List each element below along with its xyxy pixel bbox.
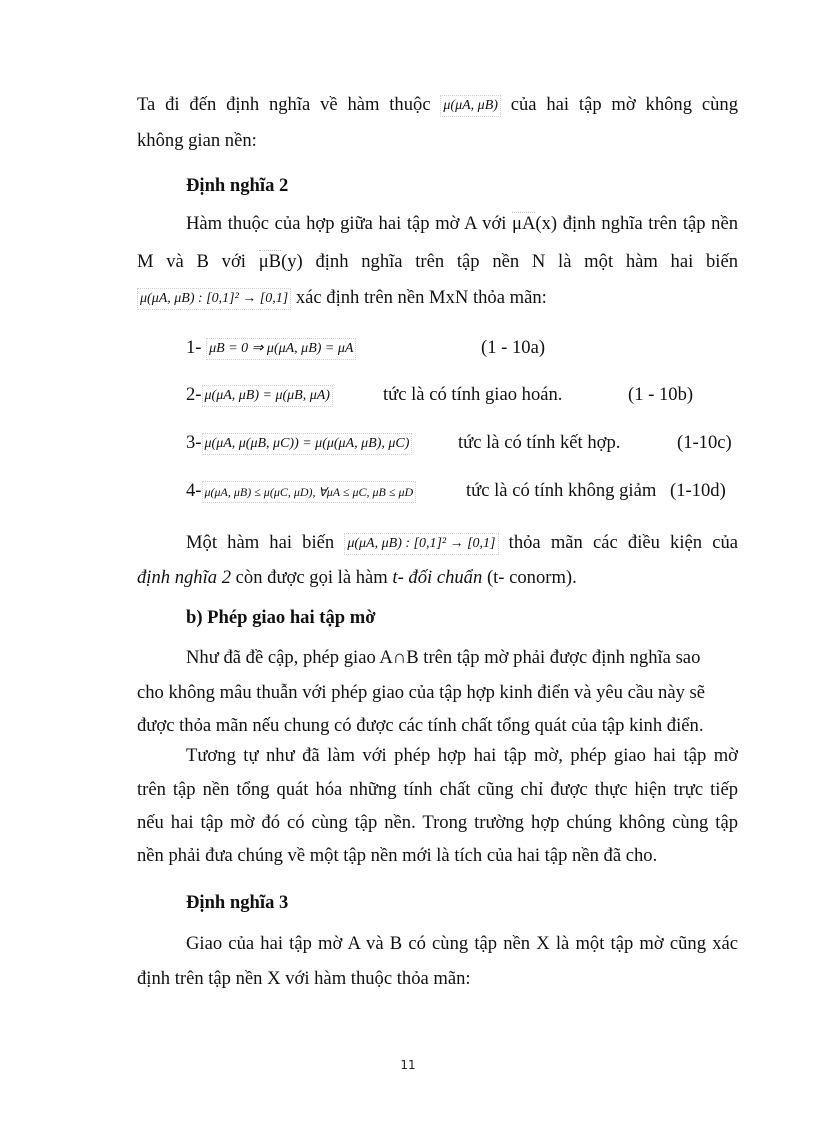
page-number: 11 (400, 1058, 416, 1072)
mu-a-symbol: μA (512, 213, 536, 234)
section-b-para1-line-2: cho không mâu thuẫn với phép giao của tập hợp kinh điển và yêu cầu này sẽ (137, 682, 706, 703)
def2-line-2: M và B với μB(y) định nghĩa trên tập nền N là một hàm hai biến (137, 251, 739, 272)
condition-4-formula: μ(μA, μB) ≤ μ(μC, μD), ∀μA ≤ μC, μB ≤ μD (202, 481, 417, 503)
equation-tag: (1 - 10b) (628, 384, 694, 405)
condition-2: 2- μ(μA, μB) = μ(μB, μA) tức là có tính giao hoán. (1 - 10b) (186, 382, 738, 408)
condition-3-formula: μ(μA, μ(μB, μC)) = μ(μ(μA, μB), μC) (202, 433, 413, 455)
section-b-para1-line-1: Như đã đề cập, phép giao A∩B trên tập mờ phải được định nghĩa sao (186, 647, 701, 668)
equation-tag: (1-10c) (677, 432, 732, 453)
condition-1-formula: μB = 0 ⇒ μ(μA, μB) = μA (206, 338, 356, 360)
condition-1: 1- μB = 0 ⇒ μ(μA, μB) = μA (1 - 10a) (186, 335, 738, 361)
section-b-heading: b) Phép giao hai tập mờ (186, 607, 376, 628)
intro-line-1: Ta đi đến định nghĩa về hàm thuộc μ(μA, μB) của hai tập mờ không cùng (137, 94, 738, 115)
summary-line-2: định nghĩa 2 còn được gọi là hàm t- đối chuẩn (t- conorm). (137, 567, 577, 588)
definition-3-heading: Định nghĩa 3 (186, 892, 289, 913)
section-b-para2-line-4: nền phải đưa chúng về một tập nền mới là tích của hai tập nền đã cho. (137, 845, 658, 866)
equation-tag: (1 - 10a) (481, 337, 546, 358)
def3-line-1: Giao của hai tập mờ A và B có cùng tập nền X là một tập mờ cũng xác (186, 933, 738, 954)
summary-line-1: Một hàm hai biến μ(μA, μB) : [0,1]² → [0,1] thỏa mãn các điều kiện của (186, 532, 739, 553)
formula-mapping: μ(μA, μB) : [0,1]² → [0,1] (137, 288, 291, 310)
def2-line-1: Hàm thuộc của hợp giữa hai tập mờ A với μA(x) định nghĩa trên tập nền (186, 213, 738, 234)
section-b-para2-line-2: trên tập nền tổng quát hóa những tính chất cũng chỉ được thực hiện trực tiếp (137, 779, 738, 800)
equation-tag: (1-10d) (670, 480, 726, 501)
definition-2-heading: Định nghĩa 2 (186, 175, 289, 196)
section-b-para2-line-3: nếu hai tập mờ đó có cùng tập nền. Trong trường hợp chúng không cùng tập (137, 812, 738, 833)
def3-line-2: định trên tập nền X với hàm thuộc thỏa mãn: (137, 968, 471, 989)
section-b-para1-line-3: được thỏa mãn nếu chung có được các tính chất tổng quát của tập kinh điển. (137, 715, 704, 736)
formula-mu-ab: μ(μA, μB) (440, 95, 501, 117)
section-b-para2-line-1: Tương tự như đã làm với phép hợp hai tập mờ, phép giao hai tập mờ (186, 745, 738, 766)
intro-line-2: không gian nền: (137, 130, 257, 151)
condition-4: 4- μ(μA, μB) ≤ μ(μC, μD), ∀μA ≤ μC, μB ≤ μD tức là có tính không giảm (1-10d) (186, 478, 738, 504)
formula-mapping-2: μ(μA, μB) : [0,1]² → [0,1] (344, 533, 498, 555)
def2-line-3: μ(μA, μB) : [0,1]² → [0,1] xác định trên nền MxN thỏa mãn: (137, 285, 547, 311)
mu-b-symbol: μB (258, 251, 282, 272)
condition-3: 3- μ(μA, μ(μB, μC)) = μ(μ(μA, μB), μC) tức là có tính kết hợp. (1-10c) (186, 430, 738, 456)
condition-2-formula: μ(μA, μB) = μ(μB, μA) (202, 385, 333, 407)
